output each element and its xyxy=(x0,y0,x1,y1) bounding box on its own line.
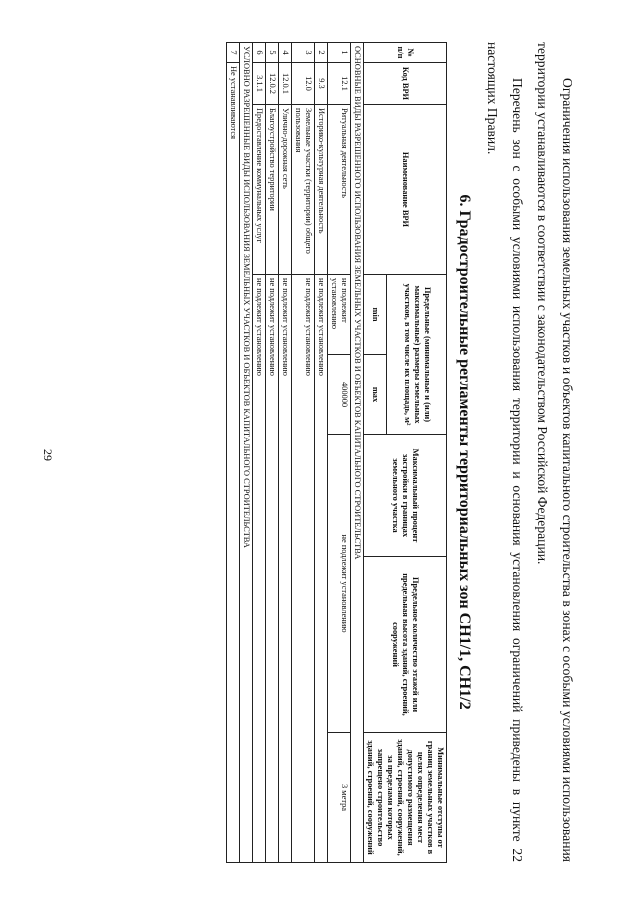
row-code: 9.3 xyxy=(315,63,328,105)
row-min: не подлежит установлению xyxy=(328,275,351,355)
row-floors: не подлежит установлению xyxy=(328,435,351,733)
row-code: 12.1 xyxy=(328,63,351,105)
row-value: Не устанавливаются xyxy=(227,63,240,863)
restrictions-paragraph: Ограничения использования земельных участков и объектов капитального строительства в зонах с особыми условиями использования территории устанавливаются в соответствии с законодательством Российской Федерации. xyxy=(535,42,575,862)
row-number: 6 xyxy=(253,43,266,63)
row-number: 5 xyxy=(266,43,279,63)
row-name: Предоставление коммунальных услуг xyxy=(253,105,266,275)
row-setback: 3 метра xyxy=(328,733,351,863)
row-value: не подлежит установлению xyxy=(279,275,292,863)
row-code: 3.1.1 xyxy=(253,63,266,105)
header-percent: Максимальный процент застройки в границах земельного участка xyxy=(364,435,447,557)
page-number: 29 xyxy=(41,449,55,461)
table-row xyxy=(315,43,328,863)
table-row xyxy=(292,43,315,863)
row-max: 400000 xyxy=(328,355,351,435)
row-number: 1 xyxy=(328,43,351,63)
row-value: не подлежит установлению xyxy=(266,275,279,863)
row-name: Историко-культурная деятельность xyxy=(315,105,328,275)
header-name: Наименование ВРИ xyxy=(364,105,447,275)
row-value: не подлежит установлению xyxy=(315,275,328,863)
row-number: 7 xyxy=(227,43,240,63)
header-code: Код ВРИ xyxy=(364,63,447,105)
row-code: 12.0 xyxy=(292,63,315,105)
row-name: Земельные участки (территории) общего пользования xyxy=(292,105,315,275)
row-name: Улично-дорожная сеть xyxy=(279,105,292,275)
row-value: не подлежит установлению xyxy=(253,275,266,863)
row-code: 12.0.2 xyxy=(266,63,279,105)
regulations-table xyxy=(226,42,447,863)
row-number: 2 xyxy=(315,43,328,63)
row-name: Ритуальная деятельность xyxy=(328,105,351,275)
table-row xyxy=(328,43,351,863)
header-floors: Предельное количество этажей или предельная высота зданий, строений, сооружений xyxy=(364,557,447,733)
row-number: 4 xyxy=(279,43,292,63)
zones-list-paragraph: Перечень зон с особыми условиями использования территории и основания установления ограничений приведены в пункте 22 настоящих Правил. xyxy=(485,42,525,862)
section-conditional-uses: УСЛОВНО РАЗРЕШЕННЫЕ ВИДЫ ИСПОЛЬЗОВАНИЯ ЗЕМЕЛЬНЫХ УЧАСТКОВ И ОБЪЕКТОВ КАПИТАЛЬНОГО СТРОИТЕЛЬСТВА xyxy=(240,43,253,863)
header-sizes: Предельные (минимальные и (или) максимальные) размеры земельных участков, в том числе их площадь, м² xyxy=(387,275,447,435)
header-setbacks: Минимальные отступы от границ земельных участков в целях определения мест допустимого размещения зданий, строений, сооружений, за пределами которых запрещено строительство зданий, строений, сооружений xyxy=(364,733,447,863)
row-value: не подлежит установлению xyxy=(292,275,315,863)
row-code: 12.0.1 xyxy=(279,63,292,105)
table-row xyxy=(227,43,240,863)
table-row xyxy=(253,43,266,863)
header-max: max xyxy=(364,355,387,435)
table-row xyxy=(279,43,292,863)
row-name: Благоустройство территории xyxy=(266,105,279,275)
table-row xyxy=(266,43,279,863)
section-main-uses: ОСНОВНЫЕ ВИДЫ РАЗРЕШЕННОГО ИСПОЛЬЗОВАНИЯ ЗЕМЕЛЬНЫХ УЧАСТКОВ И ОБЪЕКТОВ КАПИТАЛЬНОГО СТРОИТЕЛЬСТВА xyxy=(351,43,364,863)
header-number: № п/п xyxy=(364,43,447,63)
section-heading: 6. Градостроительные регламенты территориальных зон СН1/1, СН1/2 xyxy=(456,194,473,710)
rotated-page-content xyxy=(60,42,580,862)
row-number: 3 xyxy=(292,43,315,63)
header-min: min xyxy=(364,275,387,355)
